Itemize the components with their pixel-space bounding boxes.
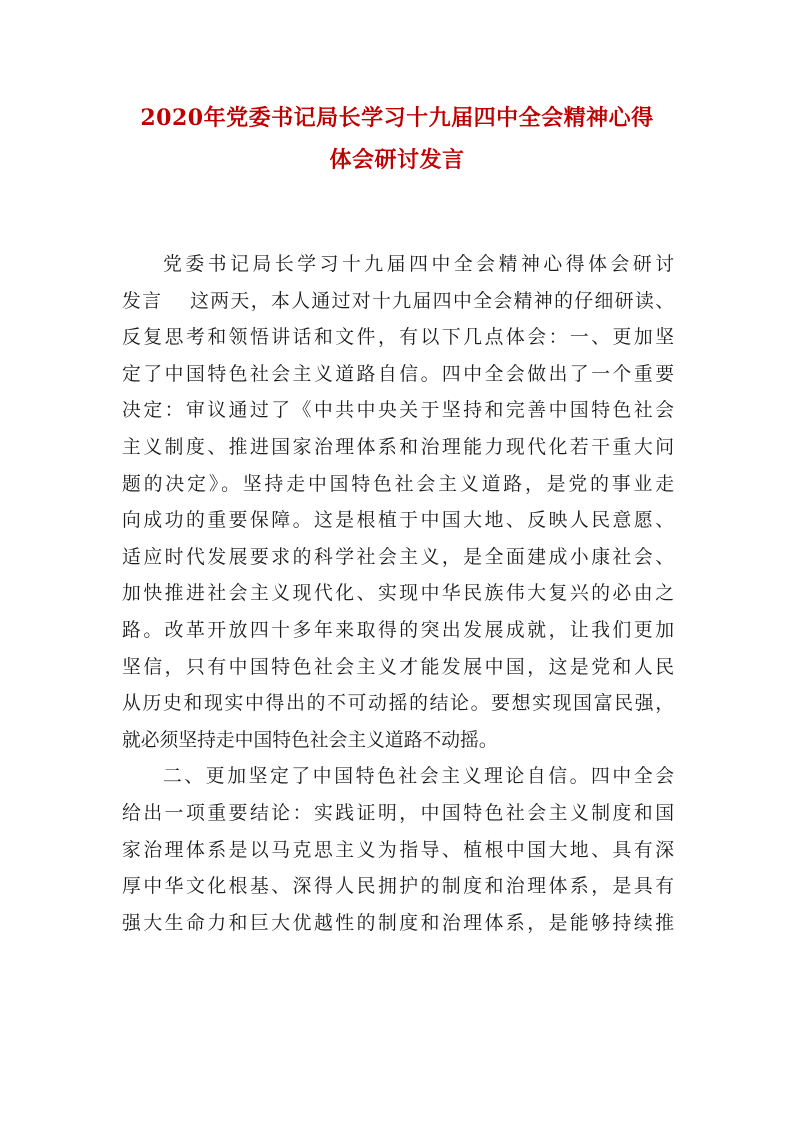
body-line: 反复思考和领悟讲话和文件，有以下几点体会：一、更加坚 xyxy=(122,327,674,349)
body-line: 题的决定》。坚持走中国特色社会主义道路，是党的事业走 xyxy=(122,473,674,495)
document-body xyxy=(122,247,674,942)
body-line: 向成功的重要保障。这是根植于中国大地、反映人民意愿、 xyxy=(122,510,674,532)
document-title-line-2: 体会研讨发言 xyxy=(329,147,465,173)
body-line: 强大生命力和巨大优越性的制度和治理体系，是能够持续推 xyxy=(122,912,674,934)
document-title-line-1: 2020年党委书记局长学习十九届四中全会精神心得 xyxy=(140,105,654,131)
body-line: 党委书记局长学习十九届四中全会精神心得体会研讨 xyxy=(163,254,674,275)
body-line: 路。改革开放四十多年来取得的突出发展成就，让我们更加 xyxy=(122,619,674,641)
body-line: 给出一项重要结论：实践证明，中国特色社会主义制度和国 xyxy=(122,802,674,824)
body-line: 坚信，只有中国特色社会主义才能发展中国，这是党和人民 xyxy=(122,656,674,678)
body-line: 从历史和现实中得出的不可动摇的结论。要想实现国富民强， xyxy=(122,693,674,715)
body-line: 二、更加坚定了中国特色社会主义理论自信。四中全会 xyxy=(163,766,674,788)
body-line: 定了中国特色社会主义道路自信。四中全会做出了一个重要 xyxy=(122,363,674,385)
body-line: 主义制度、推进国家治理体系和治理能力现代化若干重大问 xyxy=(122,436,674,458)
body-line: 决定：审议通过了《中共中央关于坚持和完善中国特色社会 xyxy=(122,400,674,422)
body-line: 适应时代发展要求的科学社会主义，是全面建成小康社会、 xyxy=(122,546,674,568)
body-line: 就必须坚持走中国特色社会主义道路不动摇。 xyxy=(122,729,498,751)
body-line: 家治理体系是以马克思主义为指导、植根中国大地、具有深 xyxy=(122,839,674,861)
body-line: 发言 这两天，本人通过对十九届四中全会精神的仔细研读、 xyxy=(122,290,674,312)
body-line: 加快推进社会主义现代化、实现中华民族伟大复兴的必由之 xyxy=(122,583,674,605)
body-line: 厚中华文化根基、深得人民拥护的制度和治理体系，是具有 xyxy=(122,876,674,898)
